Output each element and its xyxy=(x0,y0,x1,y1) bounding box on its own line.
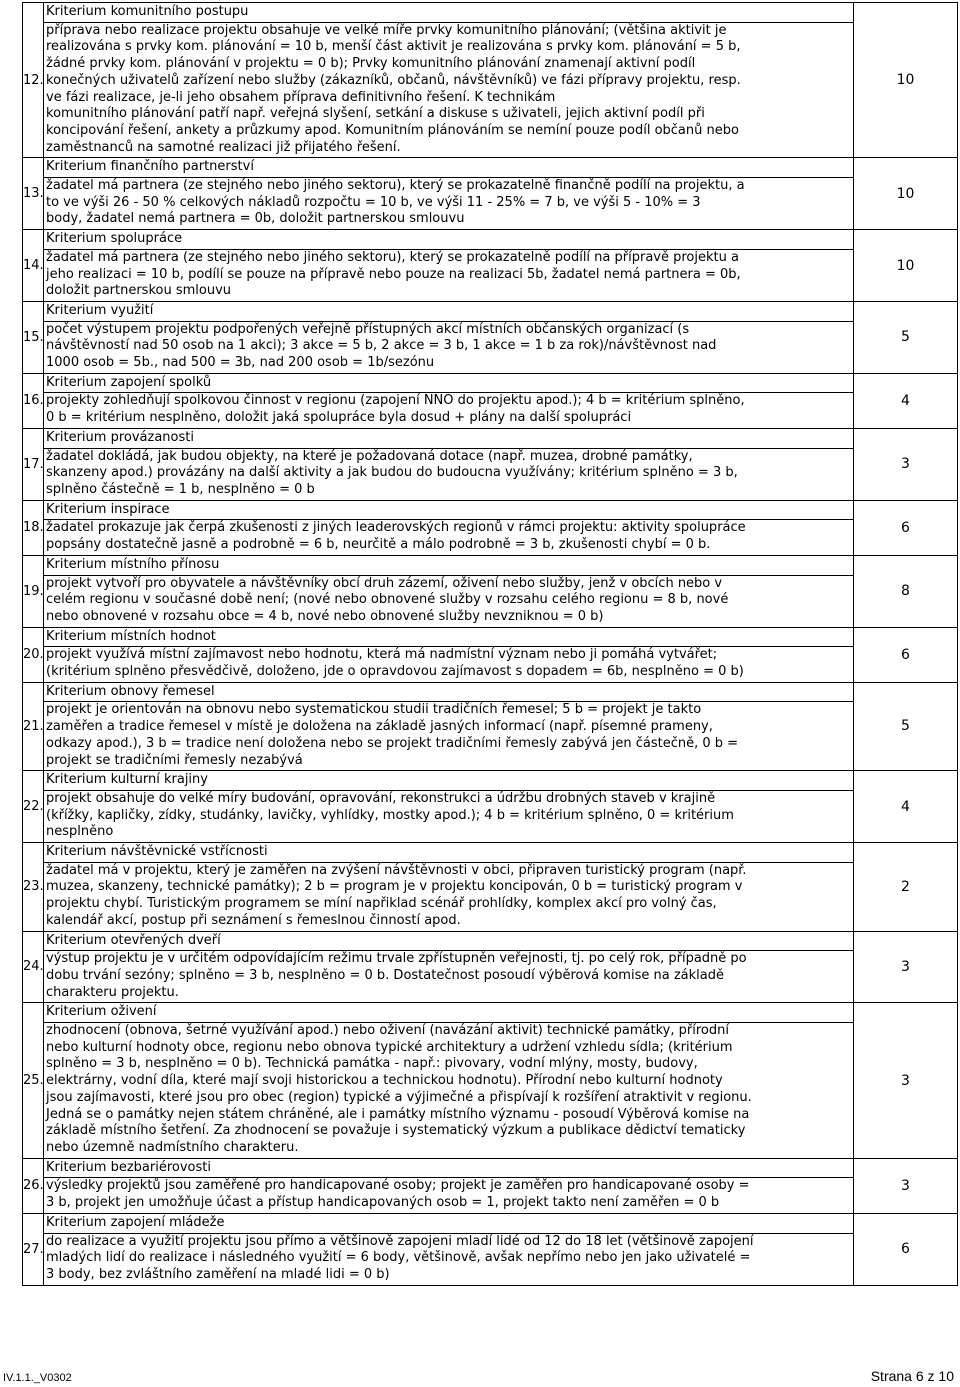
criterion-number: 13. xyxy=(23,158,44,230)
criterion-description xyxy=(44,647,853,681)
criterion-description-line: 3 b, projekt jen umožňuje účast a přístup handicapovaných osob = 1, projekt takto není zaměřen = 0 b xyxy=(46,1195,720,1211)
criterion-description-line: nebo kulturní hodnoty obce, regionu nebo obnova typické architektury a udržení vzhledu sídla; (kritérium xyxy=(46,1039,733,1055)
criterion-title: Kriterium zapojení spolků xyxy=(44,374,853,394)
criterion-max-points: 5 xyxy=(854,301,958,373)
criterion-row xyxy=(23,771,958,843)
criterion-max-points: 6 xyxy=(854,500,958,555)
criterion-number: 27. xyxy=(23,1213,44,1285)
criterion-description-line: (křížky, kapličky, zídky, studánky, lavičky, vyhlídky, mostky apod.); 4 b = kritérium splněno, 0 = kritérium xyxy=(46,807,734,823)
criterion-max-points: 3 xyxy=(854,1003,958,1158)
criterion-number: 25. xyxy=(23,1003,44,1158)
criterion-number: 23. xyxy=(23,843,44,932)
criterion-description xyxy=(44,23,853,158)
criterion-description-line: základě místního šetření. Za zhodnocení se považuje i systematický výzkum a publikace dědictví tematicky xyxy=(46,1123,746,1139)
criterion-row xyxy=(23,373,958,428)
criterion-description-line: jeho realizaci = 10 b, podílí se pouze na přípravě nebo pouze na realizaci 5b, žadatel nemá partnera = 0b, xyxy=(46,266,741,282)
criterion-title: Kriterium oživení xyxy=(44,1003,853,1023)
criterion-description-line: konečných uživatelů zařízení nebo služby (zákazníků, občanů, návštěvníků) ve fázi přípravy projektu, resp. xyxy=(46,72,741,88)
criterion-description-line: návštěvností nad 50 osob na 1 akci); 3 akce = 5 b, 2 akce = 3 b, 1 akce = 1 b za rok)/návštěvnost nad xyxy=(46,338,717,354)
criterion-description-line: žadatel prokazuje jak čerpá zkušenosti z jiných leaderovských regionů v rámci projektu: aktivity spolupráce xyxy=(46,520,746,536)
criterion-body xyxy=(44,428,854,500)
criterion-description-line: projekty zohledňují spolkovou činnost v regionu (zapojení NNO do projektu apod.); 4 b = kritérium splněno, xyxy=(46,393,745,409)
criterion-body xyxy=(44,682,854,771)
criterion-number: 20. xyxy=(23,627,44,682)
criterion-description-line: 0 b = kritérium nesplněno, doložit jaká spolupráce byla dosud + plány na další spolupráci xyxy=(46,410,632,426)
criterion-number: 26. xyxy=(23,1158,44,1213)
criterion-description-line: žadatel dokládá, jak budou objekty, na které je požadovaná dotace (např. muzea, drobné památky, xyxy=(46,448,693,464)
criterion-description-line: mladých lidí do realizace i následného využití = 6 body, většinově, avšak nepřímo nebo jen jako uživatelé = xyxy=(46,1250,751,1266)
criterion-body xyxy=(44,158,854,230)
criterion-description xyxy=(44,863,853,931)
criterion-title: Kriterium inspirace xyxy=(44,501,853,521)
criterion-title: Kriterium obnovy řemesel xyxy=(44,683,853,703)
document-code: IV.1.1._V0302 xyxy=(3,1372,72,1384)
criterion-description-line: do realizace a využití projektu jsou přímo a většinově zapojeni mladí lidé od 12 do 18 let (většinově zapojení xyxy=(46,1233,754,1249)
criterion-row xyxy=(23,500,958,555)
criterion-number: 12. xyxy=(23,3,44,158)
criterion-description-line: kalendář akcí, postup při seznámení s řemeslnou činností apod. xyxy=(46,912,461,928)
criterion-description-line: žadatel má partnera (ze stejného nebo jiného sektoru), který se prokazatelně podílí na přípravě projektu a xyxy=(46,249,739,265)
criterion-row xyxy=(23,3,958,158)
criterion-description xyxy=(44,702,853,770)
criterion-max-points: 6 xyxy=(854,627,958,682)
criterion-max-points: 3 xyxy=(854,931,958,1003)
criterion-description-line: 1000 osob = 5b., nad 500 = 3b, nad 200 osob = 1b/sezónu xyxy=(46,355,435,371)
criterion-row xyxy=(23,301,958,373)
criterion-max-points: 2 xyxy=(854,843,958,932)
criterion-description-line: nebo územně nadmístního charakteru. xyxy=(46,1140,299,1155)
criterion-body xyxy=(44,373,854,428)
criterion-description-line: body, žadatel nemá partnera = 0b, doložit partnerskou smlouvu xyxy=(46,211,465,227)
criterion-max-points: 3 xyxy=(854,428,958,500)
criterion-description-line: to ve výši 26 - 50 % celkových nákladů rozpočtu = 10 b, ve výši 11 - 25% = 7 b, ve výši 5 - 10% = 3 xyxy=(46,194,701,210)
criterion-body xyxy=(44,3,854,158)
criterion-title: Kriterium místních hodnot xyxy=(44,628,853,648)
criterion-description-line: muzea, skanzeny, technické památky); 2 b = program je v projektu koncipován, 0 b = turistický program v xyxy=(46,879,743,895)
criterion-title: Kriterium návštěvnické vstřícnosti xyxy=(44,843,853,863)
criterion-body xyxy=(44,301,854,373)
criterion-number: 15. xyxy=(23,301,44,373)
criterion-number: 17. xyxy=(23,428,44,500)
criterion-row xyxy=(23,1213,958,1285)
criterion-description-line: dobu trvání sezóny; splněno = 3 b, nesplněno = 0 b. Dostatečnost posoudí výběrová komise na základě xyxy=(46,967,724,983)
criterion-description-line: charakteru projektu. xyxy=(46,984,179,1000)
criterion-description xyxy=(44,322,853,373)
criterion-body xyxy=(44,627,854,682)
criterion-description-line: 3 body, bez zvláštního zaměření na mladé lidi = 0 b) xyxy=(46,1266,390,1282)
criterion-max-points: 4 xyxy=(854,373,958,428)
criterion-max-points: 4 xyxy=(854,771,958,843)
criterion-body xyxy=(44,771,854,843)
page-number: Strana 6 z 10 xyxy=(870,1368,954,1384)
criterion-body xyxy=(44,500,854,555)
criterion-row xyxy=(23,1158,958,1213)
criterion-description-line: projekt je orientován na obnovu nebo systematickou studii tradičních řemesel; 5 b = projekt je takto xyxy=(46,702,702,718)
criterion-description-line: Jedná se o památky nejen státem chráněné, ale i památky místního významu - posoudí Výběrová komise na xyxy=(46,1106,750,1122)
criterion-row xyxy=(23,158,958,230)
criterion-title: Kriterium komunitního postupu xyxy=(44,3,853,23)
criterion-description-line: zhodnocení (obnova, šetrné využívání apod.) nebo oživení (navázání aktivit) technické památky, přírodní xyxy=(46,1023,729,1039)
criterion-row xyxy=(23,1003,958,1158)
criterion-description xyxy=(44,393,853,427)
criterion-body xyxy=(44,230,854,302)
criterion-row xyxy=(23,230,958,302)
criterion-description-line: doložit partnerskou smlouvu xyxy=(46,283,232,299)
criterion-title: Kriterium kulturní krajiny xyxy=(44,771,853,791)
criteria-sheet xyxy=(22,2,957,1286)
criterion-number: 14. xyxy=(23,230,44,302)
criterion-max-points: 8 xyxy=(854,555,958,627)
criterion-body xyxy=(44,931,854,1003)
criterion-description-line: výstup projektu je v určitém odpovídajícím režimu trvale zpřístupněn veřejnosti, tj. po celý rok, případně po xyxy=(46,951,747,967)
criterion-description-line: projekt vytvoří pro obyvatele a návštěvníky obcí druh zázemí, oživení nebo služby, jenž v obcích nebo v xyxy=(46,575,723,591)
criterion-description-line: příprava nebo realizace projektu obsahuje ve velké míře prvky komunitního plánování; (většina aktivit je xyxy=(46,22,727,38)
criterion-description-line: nesplněno xyxy=(46,824,114,840)
criterion-description-line: žadatel má v projektu, který je zaměřen na zvýšení návštěvnosti v obci, připraven turistický program (např. xyxy=(46,862,747,878)
criterion-max-points: 6 xyxy=(854,1213,958,1285)
criterion-description-line: počet výstupem projektu podpořených veřejně přístupných akcí místních občanských organizací (s xyxy=(46,321,690,337)
criterion-row xyxy=(23,931,958,1003)
criterion-description-line: výsledky projektů jsou zaměřené pro handicapované osoby; projekt je zaměřen pro handicapované osoby = xyxy=(46,1178,750,1194)
criterion-description xyxy=(44,250,853,301)
criterion-description-line: projektu chybí. Turistickým programem se míní napřiklad scénář prohlídky, komplex akcí pro volný čas, xyxy=(46,896,717,912)
criterion-body xyxy=(44,843,854,932)
criterion-max-points: 3 xyxy=(854,1158,958,1213)
criterion-max-points: 10 xyxy=(854,3,958,158)
criterion-number: 21. xyxy=(23,682,44,771)
criterion-description-line: komunitního plánování patří např. veřejná slyšení, setkání a diskuse s uživateli, jejich aktivní podíl při xyxy=(46,106,705,122)
criterion-body xyxy=(44,1003,854,1158)
criterion-description xyxy=(44,1023,853,1158)
criterion-description-line: (kritérium splněno přesvědčivě, doloženo, jde o opravdovou zajímavost s dopadem = 6b, nesplněno = 0 b) xyxy=(46,664,744,680)
criterion-description-line: celém regionu v současné době není; (nové nebo obnovené služby v rozsahu celého regionu = 8 b, nové xyxy=(46,592,729,608)
criteria-table-body xyxy=(23,3,958,1286)
criterion-description xyxy=(44,791,853,842)
criterion-description-line: žádné prvky kom. plánování v projektu = 0 b); Prvky komunitního plánování znamenají aktivní podíl xyxy=(46,56,696,72)
criterion-description-line: jsou zajímavosti, které jsou pro obec (region) typické a výjimečné a přispívají k rozšíření atraktivit v regionu. xyxy=(46,1089,752,1105)
criterion-description-line: skanzeny apod.) provázány na další aktivity a jak budou do budoucna využívány; kritérium splněno = 3 b, xyxy=(46,465,738,481)
criterion-description-line: nebo obnovené v rozsahu obce = 4 b, nové nebo obnovené služby nevzniknou = 0 b) xyxy=(46,608,604,624)
criterion-description-line: projekt se tradičními řemesly nezabývá xyxy=(46,752,303,768)
criterion-number: 19. xyxy=(23,555,44,627)
criterion-body xyxy=(44,1213,854,1285)
criterion-description xyxy=(44,1234,853,1285)
criterion-number: 24. xyxy=(23,931,44,1003)
criterion-max-points: 5 xyxy=(854,682,958,771)
criterion-description-line: zaměřen a tradice řemesel v místě je doložena na základě jasných informací (např. písemné prameny, xyxy=(46,719,713,735)
criterion-description xyxy=(44,520,853,554)
criterion-description-line: splněno částečně = 1 b, nesplněno = 0 b xyxy=(46,481,315,497)
criterion-description xyxy=(44,449,853,500)
criterion-max-points: 10 xyxy=(854,230,958,302)
criterion-title: Kriterium místního přínosu xyxy=(44,556,853,576)
criterion-title: Kriterium využití xyxy=(44,302,853,322)
criterion-row xyxy=(23,555,958,627)
criterion-description xyxy=(44,576,853,627)
criterion-row xyxy=(23,682,958,771)
criterion-body xyxy=(44,1158,854,1213)
criterion-title: Kriterium bezbariérovosti xyxy=(44,1159,853,1179)
criterion-max-points: 10 xyxy=(854,158,958,230)
criterion-number: 18. xyxy=(23,500,44,555)
criterion-number: 16. xyxy=(23,373,44,428)
criterion-description-line: realizována s prvky kom. plánování = 10 b, menší část aktivit je realizována s prvky kom. plánování = 5 b, xyxy=(46,39,741,55)
criterion-description-line: elektrárny, vodní díla, které mají svoji historickou a technickou hodnotu). Přírodní nebo kulturní hodnoty xyxy=(46,1073,723,1089)
criterion-description xyxy=(44,178,853,229)
criterion-description xyxy=(44,951,853,1002)
criterion-description-line: popsány dostatečně jasně a podrobně = 6 b, neurčitě a málo podrobně = 3 b, zkušenosti chybí = 0 b. xyxy=(46,537,711,553)
criterion-body xyxy=(44,555,854,627)
criterion-description xyxy=(44,1178,853,1212)
criterion-description-line: projekt využívá místní zajímavost nebo hodnotu, která má nadmístní význam nebo ji pomáhá vytvářet; xyxy=(46,647,718,663)
criteria-table xyxy=(22,2,958,1286)
criterion-row xyxy=(23,843,958,932)
criterion-row xyxy=(23,428,958,500)
criterion-title: Kriterium otevřených dveří xyxy=(44,932,853,952)
criterion-description-line: zaměstnanců na samotné realizaci již přijatého řešení. xyxy=(46,139,401,155)
criterion-title: Kriterium provázanosti xyxy=(44,429,853,449)
criterion-description-line: splněno = 3 b, nesplněno = 0 b). Technická památka - např.: pivovary, vodní mlýny, mosty, budovy, xyxy=(46,1056,698,1072)
criterion-number: 22. xyxy=(23,771,44,843)
criterion-description-line: ve fázi realizace, je-li jeho obsahem příprava definitivního řešení. K technikám xyxy=(46,89,556,105)
criterion-description-line: koncipování řešení, ankety a průzkumy apod. Komunitním plánováním se nemíní pouze podíl občanů nebo xyxy=(46,122,739,138)
criterion-title: Kriterium zapojení mládeže xyxy=(44,1214,853,1234)
criterion-description-line: projekt obsahuje do velké míry budování, opravování, rekonstrukci a údržbu drobných staveb v krajině xyxy=(46,790,716,806)
criterion-title: Kriterium finančního partnerství xyxy=(44,158,853,178)
criterion-title: Kriterium spolupráce xyxy=(44,230,853,250)
criterion-description-line: žadatel má partnera (ze stejného nebo jiného sektoru), který se prokazatelně finančně podílí na projektu, a xyxy=(46,178,745,194)
criterion-description-line: odkazy apod.), 3 b = tradice není doložena nebo se projekt tradičními řemesly zabývá jen částečně, 0 b = xyxy=(46,735,739,751)
criterion-row xyxy=(23,627,958,682)
